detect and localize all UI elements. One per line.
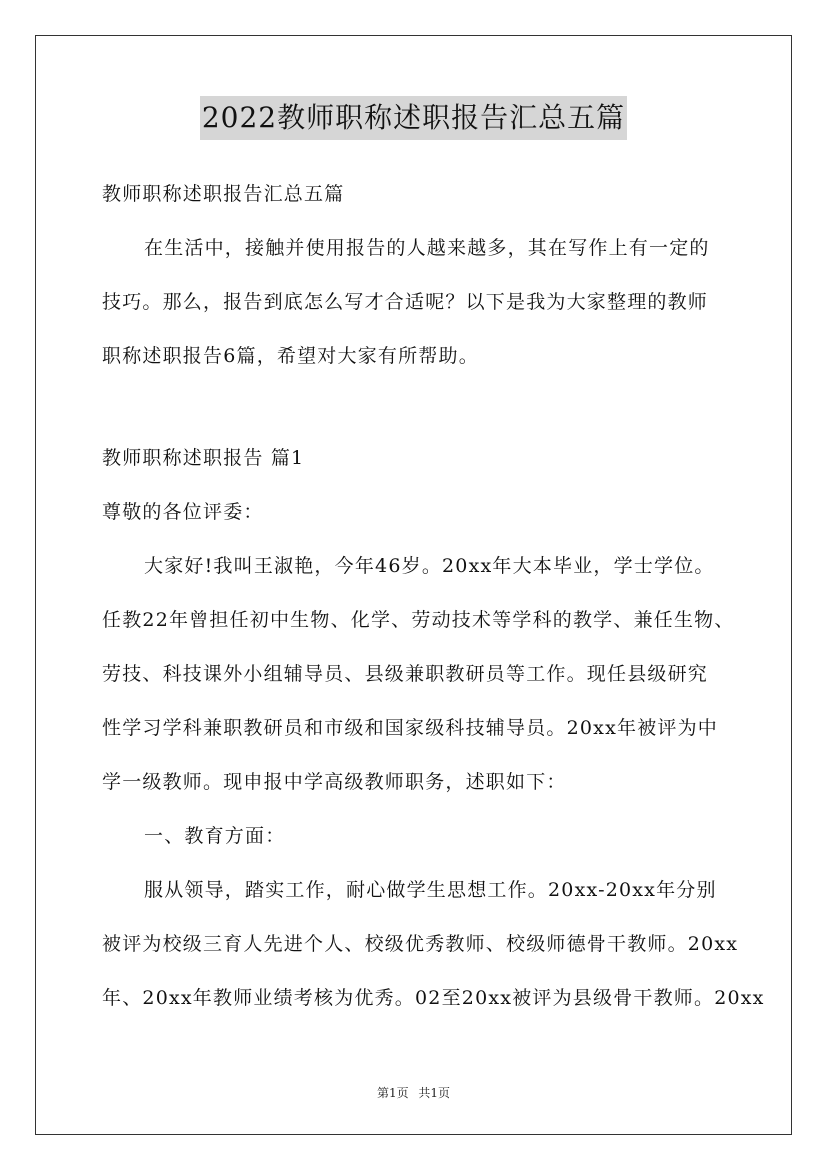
body-line-5: 学一级教师。现申报中学高级教师职务，述职如下： [102,771,567,793]
section-gap [102,383,727,431]
document-title [0,96,827,140]
page-total: 共1页 [418,1086,451,1100]
salutation-line: 尊敬的各位评委： [102,501,264,523]
section-heading: 教师职称述职报告 篇1 [102,447,305,469]
intro-line-2: 技巧。那么，报告到底怎么写才合适呢？以下是我为大家整理的教师 [102,291,709,313]
body-line-7: 被评为校级三育人先进个人、校级优秀教师、校级师德骨干教师。20xx [102,933,739,955]
document-title-text: 2022教师职称述职报告汇总五篇 [200,96,627,140]
intro-line-3: 职称述职报告6篇，希望对大家有所帮助。 [102,345,479,367]
body-line-3: 劳技、科技课外小组辅导员、县级兼职教研员等工作。现任县级研究 [102,663,709,685]
page-number: 第1页 [376,1086,409,1100]
body-line-4: 性学习学科兼职教研员和市级和国家级科技辅导员。20xx年被评为中 [102,717,719,739]
subheading-line: 一、教育方面： [144,825,286,847]
body-line-1: 大家好!我叫王淑艳，今年46岁。20xx年大本毕业，学士学位。 [144,555,715,577]
body-line-8: 年、20xx年教师业绩考核为优秀。02至20xx被评为县级骨干教师。20xx [102,987,765,1009]
intro-line-1: 在生活中，接触并使用报告的人越来越多，其在写作上有一定的 [144,237,710,259]
page-footer [0,1084,827,1101]
body-line-6: 服从领导，踏实工作，耐心做学生思想工作。20xx-20xx年分别 [144,879,717,901]
body-line-2: 任教22年曾担任初中生物、化学、劳动技术等学科的教学、兼任生物、 [102,609,735,631]
document-body [102,167,765,1025]
subtitle-line: 教师职称述职报告汇总五篇 [102,183,345,205]
